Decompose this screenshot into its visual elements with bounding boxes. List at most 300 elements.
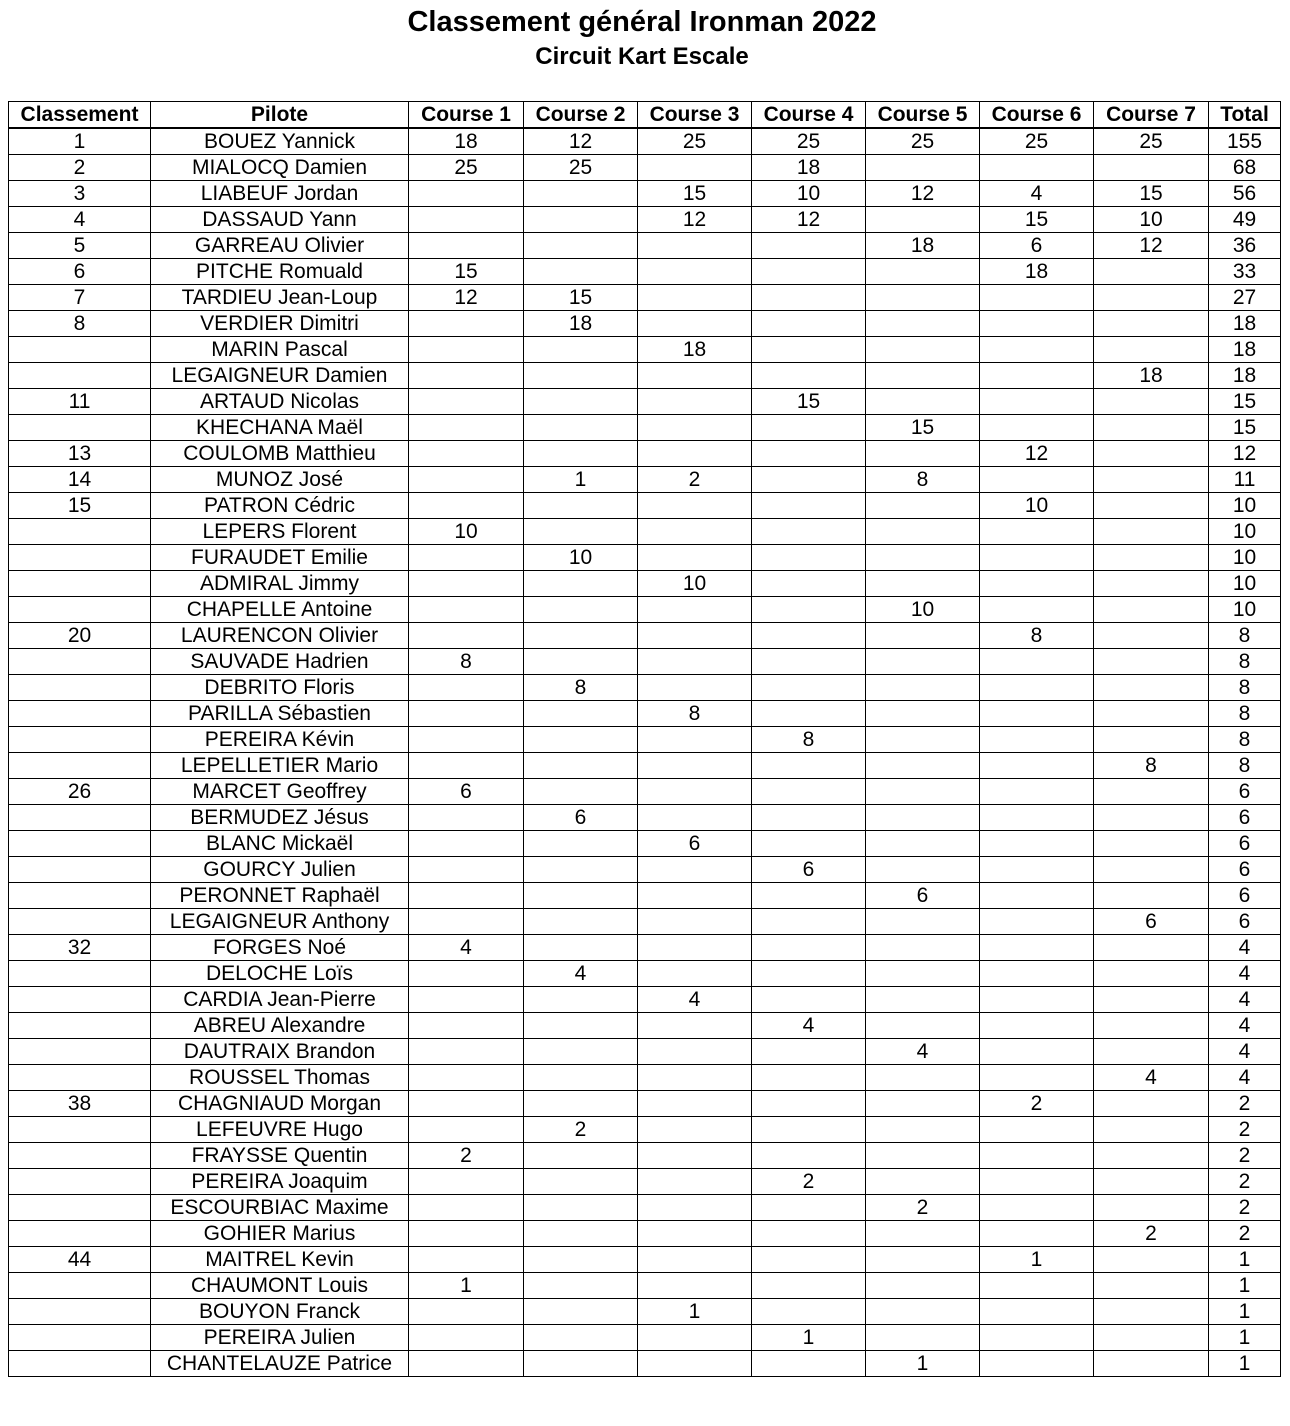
course-6-cell bbox=[980, 675, 1094, 701]
course-2-cell: 25 bbox=[524, 155, 638, 181]
rank-cell bbox=[9, 1351, 151, 1377]
course-4-cell: 25 bbox=[752, 128, 866, 155]
table-row bbox=[9, 1221, 1281, 1247]
course-1-cell: 18 bbox=[409, 128, 524, 155]
course-7-cell: 15 bbox=[1094, 181, 1209, 207]
course-6-cell bbox=[980, 961, 1094, 987]
rank-cell: 7 bbox=[9, 285, 151, 311]
course-1-cell bbox=[409, 1247, 524, 1273]
course-1-cell bbox=[409, 233, 524, 259]
pilot-name-cell: PARILLA Sébastien bbox=[151, 701, 409, 727]
total-cell: 4 bbox=[1209, 1039, 1281, 1065]
course-1-cell bbox=[409, 883, 524, 909]
rank-cell bbox=[9, 831, 151, 857]
total-cell: 6 bbox=[1209, 857, 1281, 883]
course-3-cell bbox=[638, 1325, 752, 1351]
course-2-cell bbox=[524, 207, 638, 233]
course-4-cell bbox=[752, 961, 866, 987]
course-2-cell: 12 bbox=[524, 128, 638, 155]
table-row bbox=[9, 571, 1281, 597]
course-5-cell bbox=[866, 519, 980, 545]
course-4-cell bbox=[752, 1065, 866, 1091]
course-2-header: Course 2 bbox=[524, 102, 638, 129]
course-7-cell bbox=[1094, 831, 1209, 857]
course-6-cell bbox=[980, 1117, 1094, 1143]
course-4-cell bbox=[752, 1117, 866, 1143]
course-6-cell: 2 bbox=[980, 1091, 1094, 1117]
course-2-cell bbox=[524, 1351, 638, 1377]
table-row bbox=[9, 415, 1281, 441]
table-row bbox=[9, 1091, 1281, 1117]
total-cell: 6 bbox=[1209, 805, 1281, 831]
course-1-cell bbox=[409, 467, 524, 493]
table-row bbox=[9, 1117, 1281, 1143]
course-6-cell bbox=[980, 1169, 1094, 1195]
total-cell: 15 bbox=[1209, 389, 1281, 415]
rank-cell bbox=[9, 545, 151, 571]
course-7-cell bbox=[1094, 1299, 1209, 1325]
course-2-cell bbox=[524, 233, 638, 259]
course-2-cell bbox=[524, 623, 638, 649]
rank-cell bbox=[9, 1273, 151, 1299]
course-2-cell bbox=[524, 1325, 638, 1351]
course-7-cell bbox=[1094, 1195, 1209, 1221]
course-5-cell bbox=[866, 155, 980, 181]
course-5-cell bbox=[866, 831, 980, 857]
total-cell: 1 bbox=[1209, 1299, 1281, 1325]
table-row bbox=[9, 649, 1281, 675]
course-1-cell bbox=[409, 1013, 524, 1039]
course-1-cell bbox=[409, 961, 524, 987]
course-7-cell bbox=[1094, 415, 1209, 441]
course-3-cell bbox=[638, 909, 752, 935]
course-2-cell bbox=[524, 1039, 638, 1065]
table-header-row bbox=[9, 102, 1281, 129]
course-1-cell bbox=[409, 1039, 524, 1065]
course-4-cell bbox=[752, 545, 866, 571]
course-2-cell: 18 bbox=[524, 311, 638, 337]
rank-cell bbox=[9, 1169, 151, 1195]
course-3-cell bbox=[638, 649, 752, 675]
course-1-cell bbox=[409, 1351, 524, 1377]
course-4-cell: 4 bbox=[752, 1013, 866, 1039]
course-5-cell bbox=[866, 701, 980, 727]
course-5-cell bbox=[866, 623, 980, 649]
course-1-header: Course 1 bbox=[409, 102, 524, 129]
course-4-cell bbox=[752, 753, 866, 779]
table-row bbox=[9, 1039, 1281, 1065]
course-6-cell bbox=[980, 337, 1094, 363]
table-row bbox=[9, 701, 1281, 727]
course-7-cell bbox=[1094, 1273, 1209, 1299]
course-3-cell bbox=[638, 1169, 752, 1195]
total-cell: 6 bbox=[1209, 831, 1281, 857]
course-4-cell: 8 bbox=[752, 727, 866, 753]
course-3-cell bbox=[638, 597, 752, 623]
course-4-cell bbox=[752, 1221, 866, 1247]
course-6-cell: 18 bbox=[980, 259, 1094, 285]
course-4-cell bbox=[752, 363, 866, 389]
course-7-cell bbox=[1094, 1013, 1209, 1039]
course-3-cell: 6 bbox=[638, 831, 752, 857]
course-7-cell bbox=[1094, 1117, 1209, 1143]
course-3-cell bbox=[638, 1351, 752, 1377]
table-row bbox=[9, 1325, 1281, 1351]
course-1-cell: 10 bbox=[409, 519, 524, 545]
course-5-cell: 8 bbox=[866, 467, 980, 493]
course-1-cell bbox=[409, 337, 524, 363]
course-1-cell: 2 bbox=[409, 1143, 524, 1169]
course-1-cell bbox=[409, 1091, 524, 1117]
course-3-cell bbox=[638, 285, 752, 311]
course-6-cell bbox=[980, 519, 1094, 545]
table-row bbox=[9, 311, 1281, 337]
pilot-name-cell: BOUEZ Yannick bbox=[151, 128, 409, 155]
course-1-cell: 1 bbox=[409, 1273, 524, 1299]
course-6-cell bbox=[980, 909, 1094, 935]
course-1-cell bbox=[409, 1195, 524, 1221]
course-6-cell bbox=[980, 1299, 1094, 1325]
course-1-cell bbox=[409, 363, 524, 389]
course-3-cell bbox=[638, 623, 752, 649]
total-header: Total bbox=[1209, 102, 1281, 129]
course-2-cell bbox=[524, 987, 638, 1013]
pilot-name-cell: MARCET Geoffrey bbox=[151, 779, 409, 805]
pilot-name-cell: CHAUMONT Louis bbox=[151, 1273, 409, 1299]
course-2-cell bbox=[524, 571, 638, 597]
table-row bbox=[9, 883, 1281, 909]
course-3-cell bbox=[638, 753, 752, 779]
course-5-cell bbox=[866, 1117, 980, 1143]
course-1-cell bbox=[409, 545, 524, 571]
rank-cell bbox=[9, 675, 151, 701]
course-4-cell: 2 bbox=[752, 1169, 866, 1195]
course-2-cell bbox=[524, 831, 638, 857]
course-3-cell: 8 bbox=[638, 701, 752, 727]
table-row bbox=[9, 753, 1281, 779]
course-3-cell bbox=[638, 1221, 752, 1247]
course-4-cell bbox=[752, 493, 866, 519]
rank-cell bbox=[9, 649, 151, 675]
course-4-cell bbox=[752, 571, 866, 597]
course-7-cell bbox=[1094, 727, 1209, 753]
course-3-cell bbox=[638, 1247, 752, 1273]
course-2-cell bbox=[524, 1013, 638, 1039]
course-7-cell: 18 bbox=[1094, 363, 1209, 389]
course-6-cell bbox=[980, 753, 1094, 779]
course-2-cell bbox=[524, 1299, 638, 1325]
course-2-cell bbox=[524, 649, 638, 675]
course-5-cell bbox=[866, 311, 980, 337]
course-3-cell: 1 bbox=[638, 1299, 752, 1325]
course-6-cell bbox=[980, 571, 1094, 597]
table-row bbox=[9, 1143, 1281, 1169]
page-title: Classement général Ironman 2022 bbox=[407, 6, 877, 38]
course-6-cell: 25 bbox=[980, 128, 1094, 155]
course-3-cell bbox=[638, 1013, 752, 1039]
total-cell: 36 bbox=[1209, 233, 1281, 259]
course-7-cell bbox=[1094, 623, 1209, 649]
course-4-cell bbox=[752, 519, 866, 545]
course-5-cell: 25 bbox=[866, 128, 980, 155]
course-7-cell bbox=[1094, 467, 1209, 493]
course-6-cell bbox=[980, 1325, 1094, 1351]
course-6-cell: 12 bbox=[980, 441, 1094, 467]
course-4-cell bbox=[752, 935, 866, 961]
course-7-cell bbox=[1094, 961, 1209, 987]
total-cell: 18 bbox=[1209, 311, 1281, 337]
course-3-cell: 10 bbox=[638, 571, 752, 597]
course-3-cell: 25 bbox=[638, 128, 752, 155]
pilot-name-cell: GOURCY Julien bbox=[151, 857, 409, 883]
course-1-cell bbox=[409, 701, 524, 727]
course-4-cell bbox=[752, 337, 866, 363]
course-5-cell bbox=[866, 493, 980, 519]
course-7-cell bbox=[1094, 545, 1209, 571]
total-cell: 6 bbox=[1209, 779, 1281, 805]
pilot-name-cell: SAUVADE Hadrien bbox=[151, 649, 409, 675]
course-3-cell: 12 bbox=[638, 207, 752, 233]
rank-cell: 1 bbox=[9, 128, 151, 155]
course-7-cell: 12 bbox=[1094, 233, 1209, 259]
course-5-cell: 1 bbox=[866, 1351, 980, 1377]
course-4-cell bbox=[752, 233, 866, 259]
course-2-cell bbox=[524, 935, 638, 961]
course-5-cell bbox=[866, 805, 980, 831]
pilot-name-cell: CHAPELLE Antoine bbox=[151, 597, 409, 623]
total-cell: 10 bbox=[1209, 571, 1281, 597]
course-3-cell: 18 bbox=[638, 337, 752, 363]
rank-cell bbox=[9, 961, 151, 987]
course-5-cell bbox=[866, 675, 980, 701]
course-5-cell: 4 bbox=[866, 1039, 980, 1065]
table-row bbox=[9, 285, 1281, 311]
rank-cell bbox=[9, 1039, 151, 1065]
course-5-cell bbox=[866, 285, 980, 311]
course-5-cell bbox=[866, 1091, 980, 1117]
course-1-cell bbox=[409, 1325, 524, 1351]
total-cell: 10 bbox=[1209, 519, 1281, 545]
course-6-cell: 1 bbox=[980, 1247, 1094, 1273]
course-2-cell bbox=[524, 857, 638, 883]
table-row bbox=[9, 623, 1281, 649]
course-6-cell bbox=[980, 1351, 1094, 1377]
course-3-cell: 15 bbox=[638, 181, 752, 207]
course-3-cell bbox=[638, 545, 752, 571]
course-7-cell bbox=[1094, 701, 1209, 727]
pilot-name-cell: PEREIRA Julien bbox=[151, 1325, 409, 1351]
course-6-header: Course 6 bbox=[980, 102, 1094, 129]
pilot-name-cell: LAURENCON Olivier bbox=[151, 623, 409, 649]
total-cell: 6 bbox=[1209, 909, 1281, 935]
total-cell: 4 bbox=[1209, 961, 1281, 987]
total-cell: 11 bbox=[1209, 467, 1281, 493]
course-3-cell bbox=[638, 441, 752, 467]
pilot-name-cell: DASSAUD Yann bbox=[151, 207, 409, 233]
course-1-cell bbox=[409, 415, 524, 441]
total-cell: 2 bbox=[1209, 1195, 1281, 1221]
course-1-cell bbox=[409, 675, 524, 701]
total-cell: 1 bbox=[1209, 1325, 1281, 1351]
table-row bbox=[9, 389, 1281, 415]
course-4-cell bbox=[752, 649, 866, 675]
course-1-cell: 8 bbox=[409, 649, 524, 675]
course-1-cell bbox=[409, 831, 524, 857]
course-4-cell: 15 bbox=[752, 389, 866, 415]
course-1-cell bbox=[409, 753, 524, 779]
course-5-cell bbox=[866, 1065, 980, 1091]
course-3-cell bbox=[638, 519, 752, 545]
table-row bbox=[9, 519, 1281, 545]
pilot-name-cell: PITCHE Romuald bbox=[151, 259, 409, 285]
course-1-cell: 6 bbox=[409, 779, 524, 805]
rank-cell bbox=[9, 597, 151, 623]
course-1-cell bbox=[409, 857, 524, 883]
course-3-cell bbox=[638, 935, 752, 961]
course-6-cell bbox=[980, 857, 1094, 883]
course-2-cell: 6 bbox=[524, 805, 638, 831]
course-4-cell bbox=[752, 1299, 866, 1325]
course-2-cell bbox=[524, 1143, 638, 1169]
table-row bbox=[9, 805, 1281, 831]
course-3-cell bbox=[638, 675, 752, 701]
course-2-cell bbox=[524, 1065, 638, 1091]
pilot-name-cell: ESCOURBIAC Maxime bbox=[151, 1195, 409, 1221]
course-2-cell bbox=[524, 701, 638, 727]
rank-cell: 32 bbox=[9, 935, 151, 961]
course-6-cell: 4 bbox=[980, 181, 1094, 207]
course-7-cell bbox=[1094, 493, 1209, 519]
course-1-cell bbox=[409, 597, 524, 623]
rank-cell bbox=[9, 1065, 151, 1091]
course-7-cell bbox=[1094, 857, 1209, 883]
course-6-cell bbox=[980, 1039, 1094, 1065]
course-4-cell bbox=[752, 779, 866, 805]
total-cell: 4 bbox=[1209, 1013, 1281, 1039]
course-1-cell: 15 bbox=[409, 259, 524, 285]
course-7-cell bbox=[1094, 649, 1209, 675]
course-3-cell bbox=[638, 389, 752, 415]
course-5-cell bbox=[866, 259, 980, 285]
total-cell: 4 bbox=[1209, 1065, 1281, 1091]
course-5-cell bbox=[866, 1169, 980, 1195]
course-4-cell bbox=[752, 623, 866, 649]
course-3-cell bbox=[638, 1117, 752, 1143]
course-2-cell bbox=[524, 519, 638, 545]
course-5-cell bbox=[866, 727, 980, 753]
rank-cell: 44 bbox=[9, 1247, 151, 1273]
pilot-name-cell: PATRON Cédric bbox=[151, 493, 409, 519]
total-cell: 2 bbox=[1209, 1221, 1281, 1247]
rank-cell: 38 bbox=[9, 1091, 151, 1117]
rank-cell: 15 bbox=[9, 493, 151, 519]
rank-cell: 2 bbox=[9, 155, 151, 181]
course-5-cell bbox=[866, 363, 980, 389]
course-7-cell bbox=[1094, 1091, 1209, 1117]
table-row bbox=[9, 831, 1281, 857]
course-6-cell bbox=[980, 987, 1094, 1013]
course-3-cell bbox=[638, 805, 752, 831]
pilot-name-cell: LEFEUVRE Hugo bbox=[151, 1117, 409, 1143]
course-5-cell: 6 bbox=[866, 883, 980, 909]
course-5-header: Course 5 bbox=[866, 102, 980, 129]
course-7-cell bbox=[1094, 571, 1209, 597]
course-2-cell bbox=[524, 779, 638, 805]
course-7-cell bbox=[1094, 311, 1209, 337]
pilot-name-cell: DELOCHE Loïs bbox=[151, 961, 409, 987]
course-6-cell bbox=[980, 389, 1094, 415]
pilot-name-cell: VERDIER Dimitri bbox=[151, 311, 409, 337]
course-5-cell bbox=[866, 1013, 980, 1039]
pilot-name-cell: DAUTRAIX Brandon bbox=[151, 1039, 409, 1065]
table-row bbox=[9, 909, 1281, 935]
total-cell: 6 bbox=[1209, 883, 1281, 909]
course-1-cell bbox=[409, 571, 524, 597]
pilot-name-cell: BOUYON Franck bbox=[151, 1299, 409, 1325]
course-3-cell bbox=[638, 1039, 752, 1065]
course-1-cell bbox=[409, 727, 524, 753]
course-5-cell bbox=[866, 779, 980, 805]
total-cell: 2 bbox=[1209, 1091, 1281, 1117]
total-cell: 33 bbox=[1209, 259, 1281, 285]
course-6-cell: 15 bbox=[980, 207, 1094, 233]
course-6-cell: 8 bbox=[980, 623, 1094, 649]
table-row bbox=[9, 363, 1281, 389]
pilot-name-cell: CHANTELAUZE Patrice bbox=[151, 1351, 409, 1377]
table-row bbox=[9, 1299, 1281, 1325]
course-7-cell bbox=[1094, 155, 1209, 181]
course-6-cell: 6 bbox=[980, 233, 1094, 259]
rank-cell bbox=[9, 1299, 151, 1325]
course-1-cell bbox=[409, 389, 524, 415]
course-2-cell bbox=[524, 1195, 638, 1221]
rank-cell bbox=[9, 1143, 151, 1169]
table-row bbox=[9, 961, 1281, 987]
course-5-cell: 10 bbox=[866, 597, 980, 623]
course-4-cell bbox=[752, 415, 866, 441]
total-cell: 8 bbox=[1209, 623, 1281, 649]
course-7-cell: 8 bbox=[1094, 753, 1209, 779]
course-3-cell bbox=[638, 493, 752, 519]
course-7-cell bbox=[1094, 519, 1209, 545]
course-7-cell: 2 bbox=[1094, 1221, 1209, 1247]
course-6-cell bbox=[980, 831, 1094, 857]
table-row bbox=[9, 1273, 1281, 1299]
course-1-cell bbox=[409, 1169, 524, 1195]
course-3-cell bbox=[638, 311, 752, 337]
course-3-cell bbox=[638, 1195, 752, 1221]
course-2-cell bbox=[524, 259, 638, 285]
course-4-cell bbox=[752, 675, 866, 701]
course-3-header: Course 3 bbox=[638, 102, 752, 129]
course-4-cell: 12 bbox=[752, 207, 866, 233]
course-2-cell bbox=[524, 337, 638, 363]
table-row bbox=[9, 207, 1281, 233]
course-6-cell bbox=[980, 779, 1094, 805]
total-cell: 8 bbox=[1209, 753, 1281, 779]
pilot-name-cell: KHECHANA Maël bbox=[151, 415, 409, 441]
course-6-cell bbox=[980, 285, 1094, 311]
course-7-cell bbox=[1094, 883, 1209, 909]
course-7-cell bbox=[1094, 1247, 1209, 1273]
course-7-cell bbox=[1094, 285, 1209, 311]
total-cell: 1 bbox=[1209, 1273, 1281, 1299]
course-5-cell bbox=[866, 545, 980, 571]
course-2-cell: 8 bbox=[524, 675, 638, 701]
table-row bbox=[9, 1247, 1281, 1273]
course-2-cell bbox=[524, 753, 638, 779]
rank-header: Classement bbox=[9, 102, 151, 129]
